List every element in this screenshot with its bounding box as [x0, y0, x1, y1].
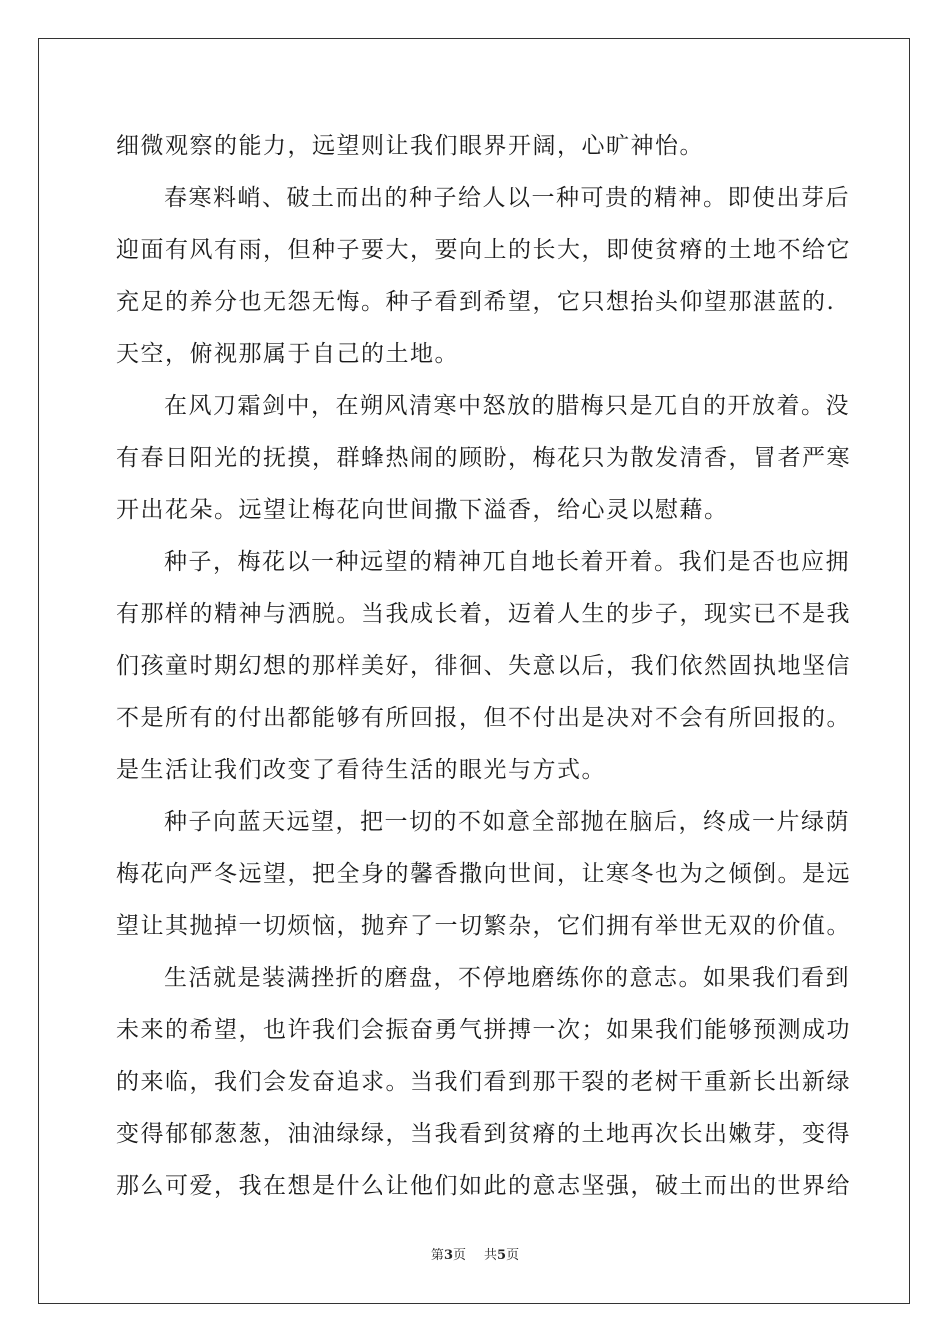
page-total-unit: 页: [506, 1248, 520, 1263]
document-body: [116, 120, 851, 1212]
text-line: 充足的养分也无怨无悔。种子看到希望，它只想抬头仰望那湛蓝的.: [116, 289, 836, 315]
text-line: 种子向蓝天远望，把一切的不如意全部抛在脑后，终成一片绿荫: [164, 809, 850, 835]
text-line: 那么可爱，我在想是什么让他们如此的意志坚强，破土而出的世界给: [116, 1173, 851, 1199]
text-line: 未来的希望，也许我们会振奋勇气拼搏一次；如果我们能够预测成功: [116, 1017, 851, 1043]
text-line: 不是所有的付出都能够有所回报，但不付出是决对不会有所回报的。: [116, 705, 851, 731]
text-line: 开出花朵。远望让梅花向世间撒下溢香，给心灵以慰藉。: [116, 497, 729, 523]
text-line: 的来临，我们会发奋追求。当我们看到那干裂的老树干重新长出新绿: [116, 1069, 851, 1095]
text-line: 在风刀霜剑中，在朔风清寒中怒放的腊梅只是兀自的开放着。没: [164, 393, 850, 419]
page-number-total: 5: [497, 1248, 507, 1263]
text-line: 变得郁郁葱葱，油油绿绿，当我看到贫瘠的土地再次长出嫩芽，变得: [116, 1121, 851, 1147]
text-line: 生活就是装满挫折的磨盘，不停地磨练你的意志。如果我们看到: [164, 965, 850, 991]
text-line: 天空，俯视那属于自己的土地。: [116, 341, 459, 367]
text-line: 春寒料峭、破土而出的种子给人以一种可贵的精神。即使出芽后: [164, 185, 850, 211]
text-line: 望让其抛掉一切烦恼，抛弃了一切繁杂，它们拥有举世无双的价值。: [116, 913, 851, 939]
page-number-prefix: 第: [430, 1248, 444, 1263]
page-number-unit: 页: [452, 1248, 466, 1263]
text-line: 梅花向严冬远望，把全身的馨香撒向世间，让寒冬也为之倾倒。是远: [116, 861, 851, 887]
text-line: 有春日阳光的抚摸，群蜂热闹的顾盼，梅花只为散发清香，冒者严寒: [116, 445, 851, 471]
text-line: 是生活让我们改变了看待生活的眼光与方式。: [116, 757, 606, 783]
text-line: 们孩童时期幻想的那样美好，徘徊、失意以后，我们依然固执地坚信: [116, 653, 851, 679]
text-line: 细微观察的能力，远望则让我们眼界开阔，心旷神怡。: [116, 133, 704, 159]
page-number-current: 3: [443, 1248, 453, 1263]
text-line: 种子，梅花以一种远望的精神兀自地长着开着。我们是否也应拥: [164, 549, 850, 575]
text-line: 迎面有风有雨，但种子要大，要向上的长大，即使贫瘠的土地不给它: [116, 237, 851, 263]
text-line: 有那样的精神与洒脱。当我成长着，迈着人生的步子，现实已不是我: [116, 601, 851, 627]
page-footer: [0, 1244, 950, 1263]
page-total-prefix: 共: [484, 1248, 498, 1263]
